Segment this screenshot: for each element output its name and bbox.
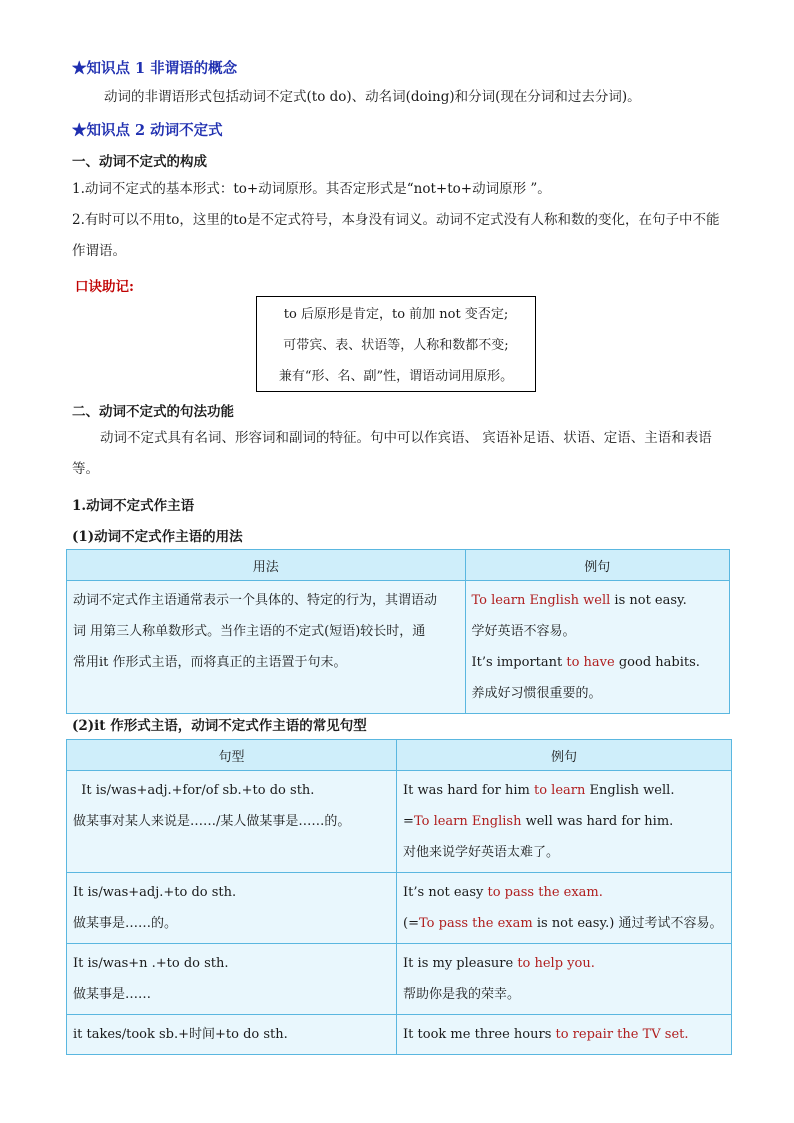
table-sentence-patterns xyxy=(66,739,732,1055)
mnemonic-line: 兼有“形、名、副”性，谓语动词用原形。 xyxy=(278,369,514,384)
heading-syntactic-function: 二、动词不定式的句法功能 xyxy=(72,404,234,420)
star-icon: ★ xyxy=(72,60,87,77)
example-sentence: It’s important to have good habits. xyxy=(471,655,700,670)
table-row xyxy=(67,944,732,1015)
table-row xyxy=(67,873,732,944)
example-translation: 学好英语不容易。 xyxy=(471,624,576,639)
table-cell-examples: It is my pleasure to help you. 帮助你是我的荣幸。 xyxy=(397,944,732,1015)
heading-subject-usage: (1)动词不定式作主语的用法 xyxy=(72,529,243,545)
table-cell-pattern: It is/was+adj.+for/of sb.+to do sth. 做某事对某人来说是……/某人做某事是……的。 xyxy=(67,771,397,873)
table-header-example: 例句 xyxy=(397,740,732,771)
table-cell-pattern: It is/was+n .+to do sth. 做某事是…… xyxy=(67,944,397,1015)
example-translation: 养成好习惯很重要的。 xyxy=(471,686,602,701)
table-cell-pattern: It is/was+adj.+to do sth. 做某事是……的。 xyxy=(67,873,397,944)
example-sentence: To learn English well is not easy. xyxy=(471,593,687,608)
mnemonic-box xyxy=(256,296,536,392)
table-row xyxy=(67,1015,732,1055)
star-icon: ★ xyxy=(72,122,87,139)
mnemonic-label: 口诀助记: xyxy=(75,279,134,295)
table-row xyxy=(67,771,732,873)
paragraph-nonfinite-concept: 动词的非谓语形式包括动词不定式(to do)、动名词(doing)和分词(现在分词和过去分词)。 xyxy=(104,89,641,105)
table-subject-usage xyxy=(66,549,730,714)
heading-it-formal-subject: (2)it 作形式主语，动词不定式作主语的常见句型 xyxy=(72,718,367,734)
table-header-example: 例句 xyxy=(465,550,729,581)
table-cell-examples: It’s not easy to pass the exam. (=To pass the exam is not easy.) 通过考试不容易。 xyxy=(397,873,732,944)
table-header-usage: 用法 xyxy=(67,550,466,581)
table-cell-pattern: it takes/took sb.+时间+to do sth. xyxy=(67,1015,397,1055)
table-cell-examples: It was hard for him to learn English well. =To learn English well was hard for him. 对他来说学好英语太难了。 xyxy=(397,771,732,873)
mnemonic-line: to 后原形是肯定，to 前加 not 变否定; xyxy=(283,307,509,322)
table-cell-examples xyxy=(465,581,729,714)
paragraph-to-symbol: 2.有时可以不用to，这里的to是不定式符号，本身没有词义。动词不定式没有人称和数的变化，在句子中不能作谓语。 xyxy=(72,212,720,259)
paragraph-syntactic-function: 动词不定式具有名词、形容词和副词的特征。句中可以作宾语、 宾语补足语、状语、定语、主语和表语等。 xyxy=(72,430,712,477)
table-cell-examples: It took me three hours to repair the TV set. xyxy=(397,1015,732,1055)
heading-composition: 一、动词不定式的构成 xyxy=(72,154,207,170)
mnemonic-line: 可带宾、表、状语等，人称和数都不变; xyxy=(283,338,509,353)
table-cell-usage: 动词不定式作主语通常表示一个具体的、特定的行为，其谓语动 词 用第三人称单数形式。当作主语的不定式(短语)较长时，通 常用it 作形式主语，而将真正的主语置于句末。 xyxy=(67,581,466,714)
table-header-pattern: 句型 xyxy=(67,740,397,771)
heading-as-subject: 1.动词不定式作主语 xyxy=(72,498,195,514)
paragraph-basic-form: 1.动词不定式的基本形式：to+动词原形。其否定形式是“not+to+动词原形 ”。 xyxy=(72,181,551,197)
heading-knowledge-2: ★知识点 2 动词不定式 xyxy=(72,122,223,139)
heading-knowledge-1: ★知识点 1 非谓语的概念 xyxy=(72,60,238,77)
